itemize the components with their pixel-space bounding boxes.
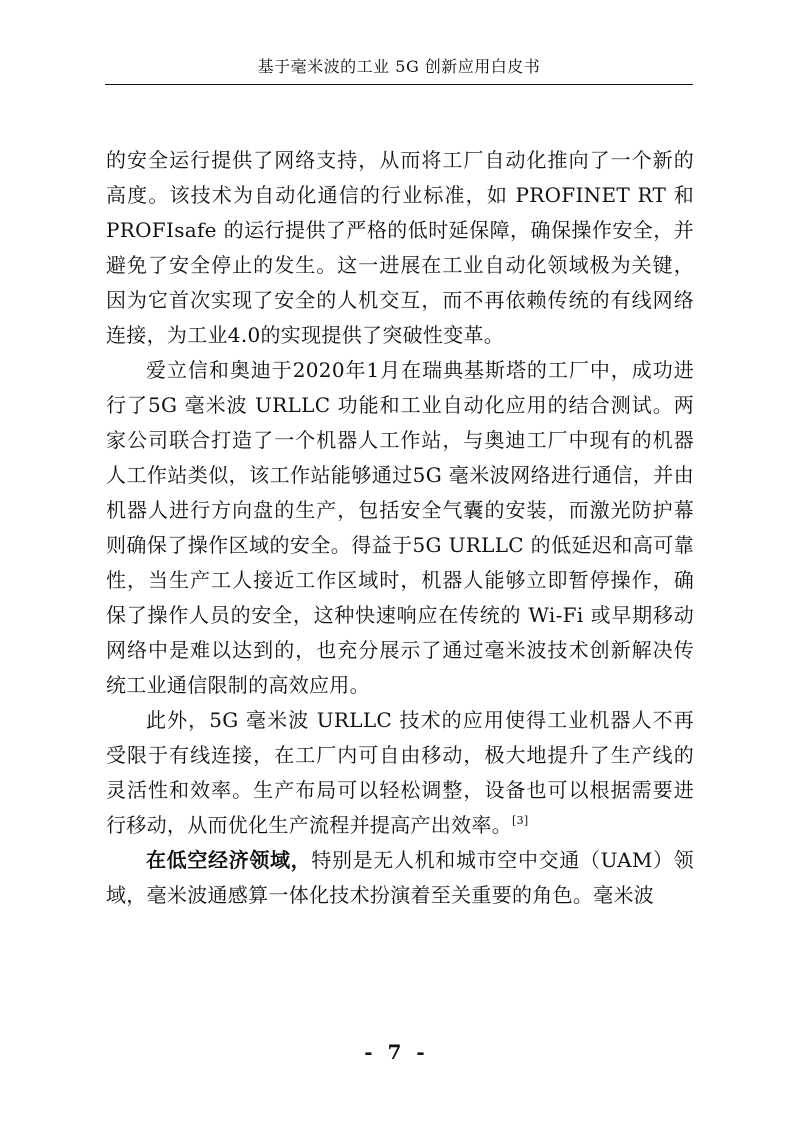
paragraph-2-text: 爱立信和奥迪于2020年1月在瑞典基斯塔的工厂中，成功进行了5G 毫米波 URLLC 功能和工业自动化应用的结合测试。两家公司联合打造了一个机器人工作站，与奥迪工厂中现有的机器人工作站类似，该工作站能够通过5G 毫米波网络进行通信，并由机器人进行方向盘的生产，包括安全气囊的安装，而激光防护幕则确保了操作区域的安全。得益于5G URLLC 的低延迟和高可靠性，当生产工人接近工作区域时，机器人能够立即暂停操作，确保了操作人员的安全，这种快速响应在传统的 Wi-Fi 或早期移动网络中是难以达到的，也充分展示了通过毫米波技术创新解决传统工业通信限制的高效应用。 xyxy=(106,358,694,697)
paragraph-3 xyxy=(106,703,694,843)
paragraph-4 xyxy=(106,843,694,913)
paragraph-4-text: 特别是无人机和城市空中交通（UAM）领域，毫米波通感算一体化技术扮演着至关重要的角色。毫米波 xyxy=(106,848,694,907)
body-text xyxy=(106,143,694,913)
citation-ref[interactable]: [3] xyxy=(512,814,529,827)
document-title: 基于毫米波的工业 5G 创新应用白皮书 xyxy=(257,57,541,76)
paragraph-1-text: 的安全运行提供了网络支持，从而将工厂自动化推向了一个新的高度。该技术为自动化通信的行业标准，如 PROFINET RT 和 PROFIsafe 的运行提供了严格的低时延保障，确保操作安全，并避免了安全停止的发生。这一进展在工业自动化领域极为关键，因为它首次实现了安全的人机交互，而不再依赖传统的有线网络连接，为工业4.0的实现提供了突破性变革。 xyxy=(106,148,694,347)
paragraph-3-text: 此外，5G 毫米波 URLLC 技术的应用使得工业机器人不再受限于有线连接，在工厂内可自由移动，极大地提升了生产线的灵活性和效率。生产布局可以轻松调整，设备也可以根据需要进行移动，从而优化生产流程并提高产出效率。 xyxy=(106,708,694,837)
page-number: - 7 - xyxy=(364,1040,429,1064)
paragraph-4-lead: 在低空经济领域， xyxy=(146,848,312,872)
paragraph-1 xyxy=(106,143,694,353)
paragraph-2 xyxy=(106,353,694,703)
running-header xyxy=(105,50,693,85)
